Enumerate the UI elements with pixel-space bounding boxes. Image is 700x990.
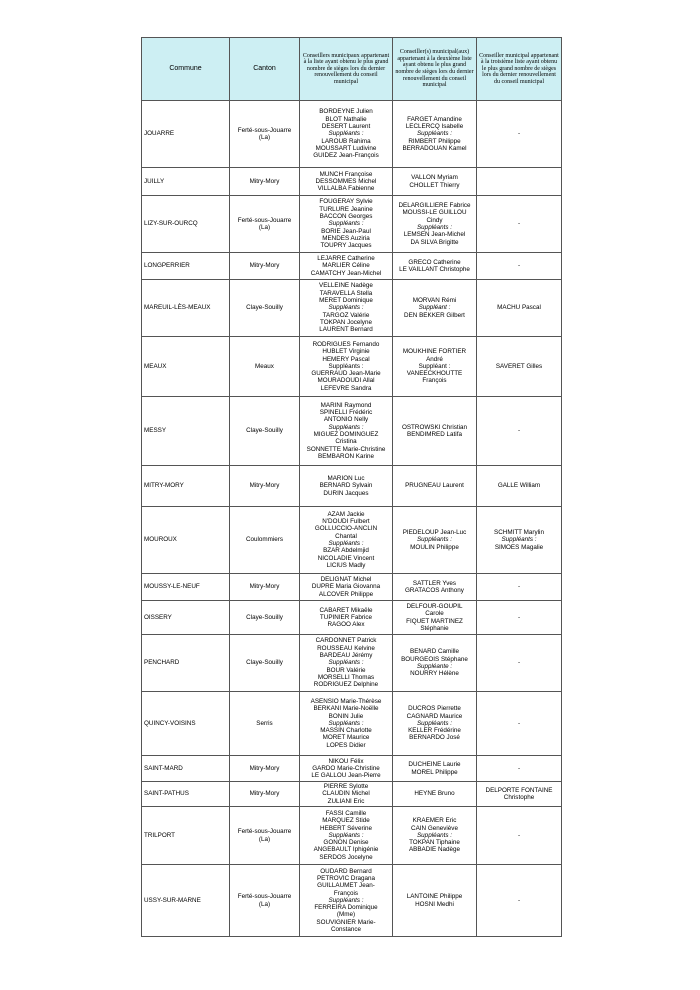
councillor-name: N'DOUDI Fulbert bbox=[322, 518, 370, 526]
commune-cell: USSY-SUR-MARNE bbox=[142, 865, 230, 937]
councillor-name: ALCOVER Philippe bbox=[318, 590, 374, 598]
commune-cell: JUILLY bbox=[142, 168, 230, 196]
councillor-name: LEJARRE Catherine bbox=[317, 255, 375, 263]
councillor-name: DELARGILLIERE Fabrice bbox=[398, 202, 471, 210]
third-list-cell bbox=[477, 397, 562, 466]
commune-cell: TRILPORT bbox=[142, 807, 230, 865]
first-list-cell bbox=[300, 280, 393, 337]
table-row bbox=[142, 397, 562, 466]
councillor-name: Carole bbox=[425, 610, 444, 618]
councillor-name: Constance bbox=[330, 926, 362, 934]
councillor-name: ANGEBAULT Iphigénie bbox=[313, 846, 379, 854]
table-row bbox=[142, 807, 562, 865]
councillor-name: HEBERT Séverine bbox=[320, 824, 372, 832]
commune-cell: MOUSSY-LE-NEUF bbox=[142, 574, 230, 601]
councillor-name: OUDARD Bernard bbox=[320, 867, 372, 875]
councillor-name: DESSOMMES Michel bbox=[315, 177, 377, 185]
councillor-name: GUILLAUMET Jean- bbox=[317, 882, 375, 890]
councillor-name: GONON Denise bbox=[323, 839, 369, 847]
councillor-name: MORVAN Rémi bbox=[412, 297, 457, 305]
councillor-name: ANTONIO Nelly bbox=[323, 416, 369, 424]
councillor-name: LEMSEN Jean-Michel bbox=[403, 231, 466, 239]
canton-cell: Meaux bbox=[230, 337, 300, 397]
third-list-cell bbox=[477, 692, 562, 756]
first-list-cell bbox=[300, 466, 393, 507]
councillor-name: CLAUDIN Michel bbox=[322, 790, 370, 798]
councillor-name: DEN BEKKER Gilbert bbox=[404, 311, 465, 319]
table-row bbox=[142, 196, 562, 253]
canton-cell: Mitry-Mory bbox=[230, 782, 300, 807]
councillor-name: VELLEINE Nadège bbox=[319, 282, 373, 290]
councillor-name: CAIN Geneviève bbox=[411, 824, 458, 832]
councillor-name: MORSELLI Thomas bbox=[317, 673, 375, 681]
third-list-cell bbox=[477, 635, 562, 692]
second-list-cell bbox=[393, 196, 477, 253]
canton-cell: Coulommiers bbox=[230, 507, 300, 574]
councillor-name: - bbox=[517, 583, 521, 591]
councillor-name: - bbox=[517, 719, 521, 727]
canton-cell: Mitry-Mory bbox=[230, 574, 300, 601]
councillor-name: HEYNE Bruno bbox=[414, 790, 455, 798]
second-list-cell bbox=[393, 168, 477, 196]
second-list-cell bbox=[393, 782, 477, 807]
canton-cell: Mitry-Mory bbox=[230, 756, 300, 782]
table-row bbox=[142, 280, 562, 337]
second-list-cell bbox=[393, 807, 477, 865]
table-row bbox=[142, 865, 562, 937]
canton-cell: Ferté-sous-Jouarre (La) bbox=[230, 807, 300, 865]
councillor-name: PETROVIC Dragana bbox=[316, 874, 376, 882]
commune-cell: LONGPERRIER bbox=[142, 253, 230, 280]
councillor-name: MOREL Philippe bbox=[411, 768, 458, 776]
first-list-cell bbox=[300, 397, 393, 466]
councillor-name: - bbox=[517, 427, 521, 435]
first-list-cell bbox=[300, 635, 393, 692]
councillor-name: BZAR Abdelmjid bbox=[323, 547, 369, 555]
councillor-name: HOSNI Medhi bbox=[415, 900, 454, 908]
councillor-name: FASSI Camille bbox=[325, 809, 367, 817]
second-list-cell bbox=[393, 507, 477, 574]
commune-cell: QUINCY-VOISINS bbox=[142, 692, 230, 756]
councillor-name: TUPINIER Fabrice bbox=[319, 613, 373, 621]
table-row bbox=[142, 756, 562, 782]
councillor-name: MORET Maurice bbox=[322, 734, 370, 742]
councillor-name: DUCROS Pierrette bbox=[408, 705, 461, 713]
second-list-cell bbox=[393, 280, 477, 337]
councillor-name: FIQUET MARTINEZ bbox=[406, 617, 463, 625]
second-list-cell bbox=[393, 865, 477, 937]
councillor-name: BERNARDO José bbox=[409, 734, 460, 742]
commune-cell: LIZY-SUR-OURCQ bbox=[142, 196, 230, 253]
councillor-name: TURLURE Jeanine bbox=[319, 205, 373, 213]
councillor-name: SCHMITT Marylin bbox=[494, 529, 544, 537]
councillor-name: MARINI Raymond bbox=[320, 401, 372, 409]
councillor-name: MUNCH Françoise bbox=[319, 170, 373, 178]
councillor-name: Suppléants : bbox=[328, 896, 364, 904]
councillor-name: CHOLLET Thierry bbox=[409, 181, 460, 189]
councillor-name: - bbox=[517, 220, 521, 228]
third-list-cell bbox=[477, 337, 562, 397]
councillor-name: GUERRAUD Jean-Marie bbox=[311, 370, 381, 378]
councillor-name: BORIE Jean-Paul bbox=[321, 227, 371, 235]
second-list-cell bbox=[393, 101, 477, 168]
councillor-name: Chantal bbox=[335, 532, 357, 540]
commune-cell: MAREUIL-LÈS-MEAUX bbox=[142, 280, 230, 337]
table-row bbox=[142, 507, 562, 574]
councillor-name: GALLE William bbox=[497, 482, 541, 490]
councillor-name: TOKPAN Tiphaine bbox=[409, 839, 460, 847]
third-list-cell bbox=[477, 782, 562, 807]
councillor-name: FERREIRA Dominique bbox=[314, 904, 378, 912]
first-list-cell bbox=[300, 507, 393, 574]
councillor-name: BARDEAU Jérémy bbox=[319, 652, 373, 660]
councillor-name: GOLLUCCIO-ANCLIN bbox=[314, 525, 378, 533]
third-list-cell bbox=[477, 196, 562, 253]
councillor-name: MARQUEZ Stide bbox=[322, 817, 370, 825]
commune-cell: OISSERY bbox=[142, 601, 230, 635]
councillor-name: GUIDEZ Jean-François bbox=[313, 152, 379, 160]
councillor-name: (Mme) bbox=[336, 911, 356, 919]
councillor-name: PIEDELOUP Jean-Luc bbox=[402, 529, 467, 537]
councillor-name: MOURADOUDI Allal bbox=[317, 377, 375, 385]
councillor-name: MOULIN Philippe bbox=[410, 543, 459, 551]
councillor-name: NOURRY Hélène bbox=[410, 670, 459, 678]
commune-cell: SAINT-MARD bbox=[142, 756, 230, 782]
table-row bbox=[142, 168, 562, 196]
councillor-name: - bbox=[517, 831, 521, 839]
third-list-cell bbox=[477, 466, 562, 507]
second-list-cell bbox=[393, 756, 477, 782]
second-list-cell bbox=[393, 253, 477, 280]
second-list-cell bbox=[393, 635, 477, 692]
councillor-name: SERDOS Jocelyne bbox=[319, 853, 373, 861]
councillor-name: ROUSSEAU Kelvine bbox=[317, 644, 375, 652]
councillor-name: BACCON Georges bbox=[319, 213, 373, 221]
first-list-cell bbox=[300, 574, 393, 601]
canton-cell: Ferté-sous-Jouarre (La) bbox=[230, 101, 300, 168]
councillor-name: DURIN Jacques bbox=[323, 489, 369, 497]
councillor-name: BEMBARON Karine bbox=[318, 452, 374, 460]
councillor-name: LOPES Didier bbox=[326, 741, 366, 749]
councillor-name: Suppléants : bbox=[328, 130, 364, 138]
first-list-cell bbox=[300, 196, 393, 253]
table-row bbox=[142, 574, 562, 601]
third-list-cell bbox=[477, 756, 562, 782]
canton-cell: Ferté-sous-Jouarre (La) bbox=[230, 196, 300, 253]
councillor-name: Suppléants : bbox=[328, 659, 364, 667]
councillor-name: TARAVELLA Stella bbox=[319, 289, 373, 297]
councillors-table bbox=[141, 37, 562, 937]
councillor-name: LAROUB Rahima bbox=[321, 137, 371, 145]
councillor-name: - bbox=[517, 764, 521, 772]
councillor-name: KELLER Frédérine bbox=[408, 727, 461, 735]
table-row bbox=[142, 101, 562, 168]
councillor-name: VANEECKHOUTTE bbox=[406, 370, 463, 378]
commune-cell: MEAUX bbox=[142, 337, 230, 397]
councillor-name: TOUPRY Jacques bbox=[320, 242, 372, 250]
councillor-name: LE VAILLANT Christophe bbox=[399, 266, 470, 273]
third-list-cell bbox=[477, 865, 562, 937]
councillor-name: DUCHEINE Laurie bbox=[408, 761, 461, 769]
councillor-name: - bbox=[517, 613, 521, 621]
councillor-name: OSTROWSKI Christian bbox=[401, 423, 468, 431]
table-row bbox=[142, 635, 562, 692]
councillor-name: François bbox=[333, 889, 359, 897]
councillor-name: CAGNARD Maurice bbox=[406, 712, 463, 720]
councillor-name: LICIUS Madly bbox=[326, 561, 366, 569]
councillor-name: DELIGNAT Michel bbox=[320, 576, 372, 584]
second-list-cell bbox=[393, 397, 477, 466]
second-list-cell bbox=[393, 337, 477, 397]
header-second-list: Conseiller(s) municipal(aux) appartenant à la deuxième liste ayant obtenu le plus grand nombre de sièges lors du dernier renouvellement du conseil municipal bbox=[393, 38, 477, 101]
canton-cell: Claye-Souilly bbox=[230, 280, 300, 337]
councillor-name: NICOLADIE Vincent bbox=[317, 554, 375, 562]
third-list-cell bbox=[477, 601, 562, 635]
councillor-name: MARLIER Céline bbox=[322, 262, 370, 270]
table-row bbox=[142, 466, 562, 507]
councillor-name: MARION Luc bbox=[327, 475, 365, 483]
header-row bbox=[142, 38, 562, 101]
councillor-name: François bbox=[422, 377, 447, 385]
councillor-name: VILLALBA Fabienne bbox=[317, 185, 375, 193]
first-list-cell bbox=[300, 692, 393, 756]
canton-cell: Serris bbox=[230, 692, 300, 756]
councillor-name: Suppléante : bbox=[416, 663, 453, 670]
councillor-name: BOUR Valérie bbox=[326, 666, 366, 674]
table-row bbox=[142, 337, 562, 397]
councillor-name: Suppléants : bbox=[416, 831, 452, 839]
councillor-name: MERET Dominique bbox=[319, 297, 373, 305]
table-row bbox=[142, 782, 562, 807]
third-list-cell bbox=[477, 574, 562, 601]
councillor-name: VALLON Myriam bbox=[411, 174, 458, 182]
header-third-list: Conseiller municipal appartenant à la troisième liste ayant obtenu le plus grand nombre de sièges lors du dernier renouvellement du conseil municipal bbox=[477, 38, 562, 101]
second-list-cell bbox=[393, 692, 477, 756]
third-list-cell bbox=[477, 168, 562, 196]
councillor-name: - bbox=[517, 896, 521, 904]
councillor-name: RODRIGUES Fernando bbox=[312, 340, 380, 348]
councillor-name: RODRIGUEZ Delphine bbox=[313, 681, 379, 689]
councillor-name: BORDEYNE Julien bbox=[319, 108, 373, 116]
councillor-name: KRAEMER Eric bbox=[412, 817, 457, 825]
councillor-name: SONNETTE Marie-Christine bbox=[306, 445, 386, 453]
first-list-cell bbox=[300, 168, 393, 196]
councillor-name: Suppléant : bbox=[418, 304, 451, 312]
councillor-name: PIERRE Sylotte bbox=[323, 783, 369, 791]
councillor-name: CARDONNET Patrick bbox=[315, 637, 377, 645]
councillor-name: NIKOU Félix bbox=[328, 757, 364, 765]
councillor-name: AZAM Jackie bbox=[327, 510, 365, 518]
canton-cell: Claye-Souilly bbox=[230, 635, 300, 692]
councillor-name: Cristina bbox=[335, 438, 357, 446]
councillor-name: André bbox=[426, 355, 443, 363]
councillor-name: DESERT Laurent bbox=[321, 123, 371, 131]
councillor-name: Suppléants : bbox=[416, 130, 452, 138]
first-list-cell bbox=[300, 601, 393, 635]
councillor-name: GRECO Catherine bbox=[408, 258, 461, 266]
third-list-cell bbox=[477, 807, 562, 865]
councillor-name: Suppléants : bbox=[416, 224, 452, 231]
councillor-name: LAURENT Bernard bbox=[319, 326, 373, 334]
councillor-name: MIGUEZ DOMINGUEZ bbox=[313, 431, 379, 438]
table-row bbox=[142, 253, 562, 280]
canton-cell: Mitry-Mory bbox=[230, 168, 300, 196]
councillor-name: FARGET Amandine bbox=[407, 115, 462, 123]
first-list-cell bbox=[300, 253, 393, 280]
first-list-cell bbox=[300, 337, 393, 397]
councillor-name: DELFOUR-GOUPIL bbox=[406, 602, 463, 610]
canton-cell: Claye-Souilly bbox=[230, 397, 300, 466]
councillor-name: MOUSSART Ludivine bbox=[315, 144, 377, 152]
councillor-name: HUBLET Virginie bbox=[322, 348, 370, 356]
councillor-name: Suppléant : bbox=[418, 362, 451, 370]
third-list-cell bbox=[477, 507, 562, 574]
councillor-name: SOUVIGNIER Marie- bbox=[316, 918, 376, 926]
councillor-name: BOURGEOIS Stéphane bbox=[401, 655, 468, 663]
councillor-name: Suppléants : bbox=[328, 362, 364, 370]
councillor-name: BERKANI Marie-Noëlle bbox=[313, 705, 379, 713]
councillor-name: FOUGERAY Sylvie bbox=[319, 198, 373, 206]
councillor-name: BENDIMRED Latifa bbox=[407, 431, 462, 438]
first-list-cell bbox=[300, 807, 393, 865]
first-list-cell bbox=[300, 101, 393, 168]
second-list-cell bbox=[393, 574, 477, 601]
councillor-name: Suppléants : bbox=[328, 304, 364, 312]
councillor-name: LEFEVRE Sandra bbox=[320, 384, 372, 392]
commune-cell: MOUROUX bbox=[142, 507, 230, 574]
councillor-name: SATTLER Yves bbox=[412, 579, 457, 587]
header-first-list: Conseillers municipaux appartenant à la liste ayant obtenu le plus grand nombre de sièges lors du dernier renouvellement du conseil municipal bbox=[300, 38, 393, 101]
canton-cell: Ferté-sous-Jouarre (La) bbox=[230, 865, 300, 937]
councillor-name: Suppléants : bbox=[328, 719, 364, 727]
councillor-name: LANTOINE Philippe bbox=[406, 893, 463, 901]
councillor-name: MOUSSI-LE GUILLOU bbox=[402, 209, 467, 217]
canton-cell: Claye-Souilly bbox=[230, 601, 300, 635]
councillor-name: ZULIANI Eric bbox=[327, 797, 365, 805]
councillor-name: DA SILVA Brigitte bbox=[410, 238, 459, 246]
councillor-name: CABARET Mikaële bbox=[319, 606, 373, 614]
councillor-name: MENDES Auziria bbox=[322, 234, 370, 242]
councillor-name: Suppléants : bbox=[328, 220, 364, 228]
commune-cell: MITRY-MORY bbox=[142, 466, 230, 507]
councillor-name: Stéphanie bbox=[420, 624, 449, 632]
councillor-name: RIMBERT Philippe bbox=[408, 137, 461, 145]
councillor-name: BONIN Julie bbox=[328, 712, 364, 720]
third-list-cell bbox=[477, 101, 562, 168]
first-list-cell bbox=[300, 865, 393, 937]
councillor-name: BERNARD Sylvain bbox=[319, 482, 373, 490]
councillor-name: Christophe bbox=[503, 794, 535, 801]
councillor-name: MACHU Pascal bbox=[497, 304, 541, 312]
councillor-name: ASENSIO Marie-Thérèse bbox=[310, 697, 382, 705]
third-list-cell bbox=[477, 280, 562, 337]
canton-cell: Mitry-Mory bbox=[230, 253, 300, 280]
councillor-name: PRUGNEAU Laurent bbox=[405, 482, 464, 490]
councillor-name: BERRADOUAN Kamel bbox=[402, 144, 467, 152]
councillor-name: DUPRÉ Maria Giovanna bbox=[311, 583, 381, 591]
councillor-name: Suppléants : bbox=[328, 423, 364, 431]
councillor-name: - bbox=[517, 262, 521, 270]
councillor-name: SAVERET Gilles bbox=[495, 362, 543, 370]
councillor-name: - bbox=[517, 659, 521, 667]
third-list-cell bbox=[477, 253, 562, 280]
commune-cell: SAINT-PATHUS bbox=[142, 782, 230, 807]
second-list-cell bbox=[393, 466, 477, 507]
second-list-cell bbox=[393, 601, 477, 635]
canton-cell: Mitry-Mory bbox=[230, 466, 300, 507]
councillor-name: Suppléants : bbox=[416, 719, 452, 727]
commune-cell: PENCHARD bbox=[142, 635, 230, 692]
councillor-name: ABBADIE Nadège bbox=[408, 846, 461, 854]
councillor-name: MOUKHINE FORTIER bbox=[402, 348, 467, 356]
councillor-name: GARDO Marie-Christine bbox=[312, 764, 380, 772]
first-list-cell bbox=[300, 782, 393, 807]
first-list-cell bbox=[300, 756, 393, 782]
councillor-name: - bbox=[517, 130, 521, 138]
councillor-name: HEMERY Pascal bbox=[322, 355, 370, 363]
commune-cell: MESSY bbox=[142, 397, 230, 466]
table-row bbox=[142, 692, 562, 756]
councillor-name: CAMATCHY Jean-Michel bbox=[310, 269, 382, 277]
councillor-name: GRATACOS Anthony bbox=[405, 587, 464, 594]
table-body bbox=[142, 101, 562, 937]
table-row bbox=[142, 601, 562, 635]
councillor-name: TOKPAN Jocelyne bbox=[320, 318, 372, 326]
councillor-name: Suppléants : bbox=[501, 536, 537, 544]
councillor-name: SIMOES Magalie bbox=[494, 543, 544, 551]
councillor-name: Cindy bbox=[426, 216, 443, 224]
councillor-name: BLOT Nathalie bbox=[325, 115, 367, 123]
commune-cell: JOUARRE bbox=[142, 101, 230, 168]
councillor-name: Suppléants : bbox=[328, 831, 364, 839]
councillor-name: DELPORTE FONTAINE bbox=[485, 786, 553, 794]
councillor-name: MASSIN Charlotte bbox=[320, 727, 372, 735]
councillor-name: Suppléants : bbox=[416, 536, 452, 544]
councillor-name: TARGOZ Valérie bbox=[322, 311, 370, 319]
councillor-name: RAGOO Alex bbox=[327, 621, 365, 629]
header-canton: Canton bbox=[230, 38, 300, 101]
councillor-name: LE GALLOU Jean-Pierre bbox=[311, 772, 381, 780]
header-commune: Commune bbox=[142, 38, 230, 101]
councillor-name: Suppléants : bbox=[328, 540, 364, 547]
councillor-name: LECLERCQ Isabelle bbox=[405, 123, 464, 131]
councillor-name: SPINELLI Frédéric bbox=[319, 409, 373, 417]
councillor-name: BENARD Camille bbox=[410, 648, 459, 656]
